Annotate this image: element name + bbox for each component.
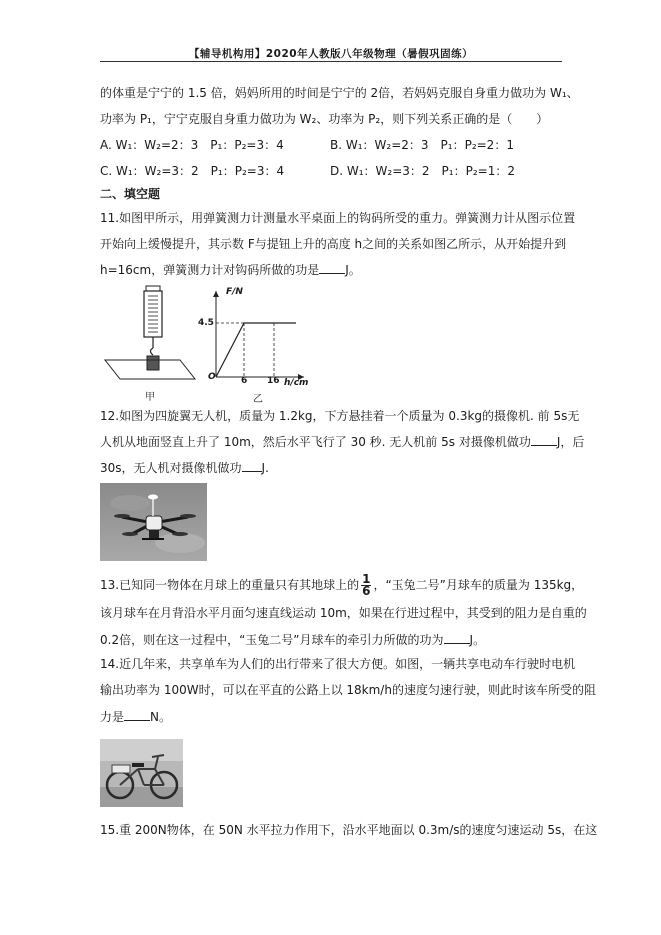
- answer-blank: [319, 262, 345, 274]
- q12-line2-end: J，后: [556, 435, 585, 449]
- q10-line1: 的体重是宁宁的 1.5 倍，妈妈所用的时间是宁宁的 2倍，若妈妈克服自身重力做功为 W₁、: [100, 86, 579, 100]
- q12-line3-end: J.: [261, 461, 269, 475]
- q14-line3-end: N。: [150, 710, 171, 724]
- answer-blank: [444, 632, 470, 644]
- q12-line3-text: 30s，无人机对摄像机做功: [100, 461, 242, 475]
- one-sixth-fraction: [361, 574, 371, 597]
- q13-line1-text: 13.已知同一物体在月球上的重量只有其地球上的: [100, 578, 360, 592]
- q15-line1: 15.重 200N物体，在 50N 水平拉力作用下，沿水平地面以 0.3m/s的速度匀速运动 5s，在这: [100, 823, 598, 837]
- answer-blank: [242, 460, 262, 472]
- q12-line2: [100, 434, 584, 449]
- figure-jia-label: 甲: [145, 392, 155, 403]
- q10-option-a: A. W₁：W₂=2：3 P₁：P₂=3：4: [100, 138, 284, 152]
- graph-x-tick-6: 6: [241, 376, 248, 386]
- section-title: 二、填空题: [100, 187, 161, 201]
- q10-option-d: D. W₁：W₂=3：2 P₁：P₂=1：2: [330, 164, 515, 178]
- q10-option-b: B. W₁：W₂=2：3 P₁：P₂=2：1: [330, 138, 514, 152]
- q14-line2: 输出功率为 100W时，可以在平直的公路上以 18km/h的速度匀速行驶，则此时该车所受的阻: [100, 683, 596, 697]
- q13-line2: 该月球车在月背沿水平月面匀速直线运动 10m，如果在行进过程中，其受到的阻力是自重的: [100, 606, 587, 620]
- q13-line3-text: 0.2倍，则在这一过程中，“玉兔二号”月球车的牵引力所做的功为: [100, 633, 444, 647]
- q14-line3: [100, 709, 171, 724]
- drone-photo: [100, 483, 207, 561]
- force-height-graph: [200, 285, 310, 385]
- q13-line3-end: J。: [469, 633, 486, 647]
- q12-line1: 12.如图为四旋翼无人机，质量为 1.2kg，下方悬挂着一个质量为 0.3kg的摄像机. 前 5s无: [100, 409, 580, 423]
- answer-blank: [124, 709, 150, 721]
- page-header: 【辅导机构用】2020年人教版八年级物理（暑假巩固练）: [188, 48, 474, 60]
- graph-line: [216, 323, 296, 377]
- graph-x-tick-16: 16: [267, 376, 280, 386]
- shared-ebike-photo: [100, 739, 183, 807]
- q11-line3: [100, 262, 361, 277]
- q10-option-c: C. W₁：W₂=3：2 P₁：P₂=3：4: [100, 164, 285, 178]
- q10-line2: 功率为 P₁，宁宁克服自身重力做功为 W₂、功率为 P₂，则下列关系正确的是（ ）: [100, 112, 549, 126]
- q13-line3: [100, 632, 485, 647]
- graph-y-tick: 4.5: [198, 318, 214, 328]
- q11-line2: 开始向上缓慢提升，其示数 F与提钮上升的高度 h之间的关系如图乙所示，从开始提升到: [100, 237, 567, 251]
- q13-line1: [100, 574, 583, 597]
- q14-line3-text: 力是: [100, 710, 125, 724]
- spring-scale-figure: [100, 282, 210, 392]
- q11-line1: 11.如图甲所示，用弹簧测力计测量水平桌面上的钩码所受的重力。弹簧测力计从图示位置: [100, 211, 576, 225]
- graph-origin: O: [208, 372, 216, 382]
- graph-ylabel: F/N: [226, 287, 243, 297]
- header-rule: [100, 61, 562, 62]
- q12-line2-text: 人机从地面竖直上升了 10m，然后水平飞行了 30 秒. 无人机前 5s 对摄像机做功: [100, 435, 531, 449]
- graph-xlabel: h/cm: [284, 378, 309, 388]
- fraction-numerator: 1: [362, 572, 371, 586]
- q11-line3-end: J。: [345, 263, 361, 277]
- q12-line3: [100, 460, 269, 475]
- answer-blank: [531, 434, 557, 446]
- q14-line1: 14.近几年来，共享单车为人们的出行带来了很大方便。如图，一辆共享电动车行驶时电机: [100, 657, 576, 671]
- q13-line1-end: ，“玉兔二号”月球车的质量为 135kg，: [373, 578, 584, 592]
- q11-line3-text: h=16cm，弹簧测力计对钩码所做的功是: [100, 263, 320, 277]
- figure-yi-label: 乙: [253, 394, 263, 405]
- fraction-denominator: 6: [362, 584, 371, 598]
